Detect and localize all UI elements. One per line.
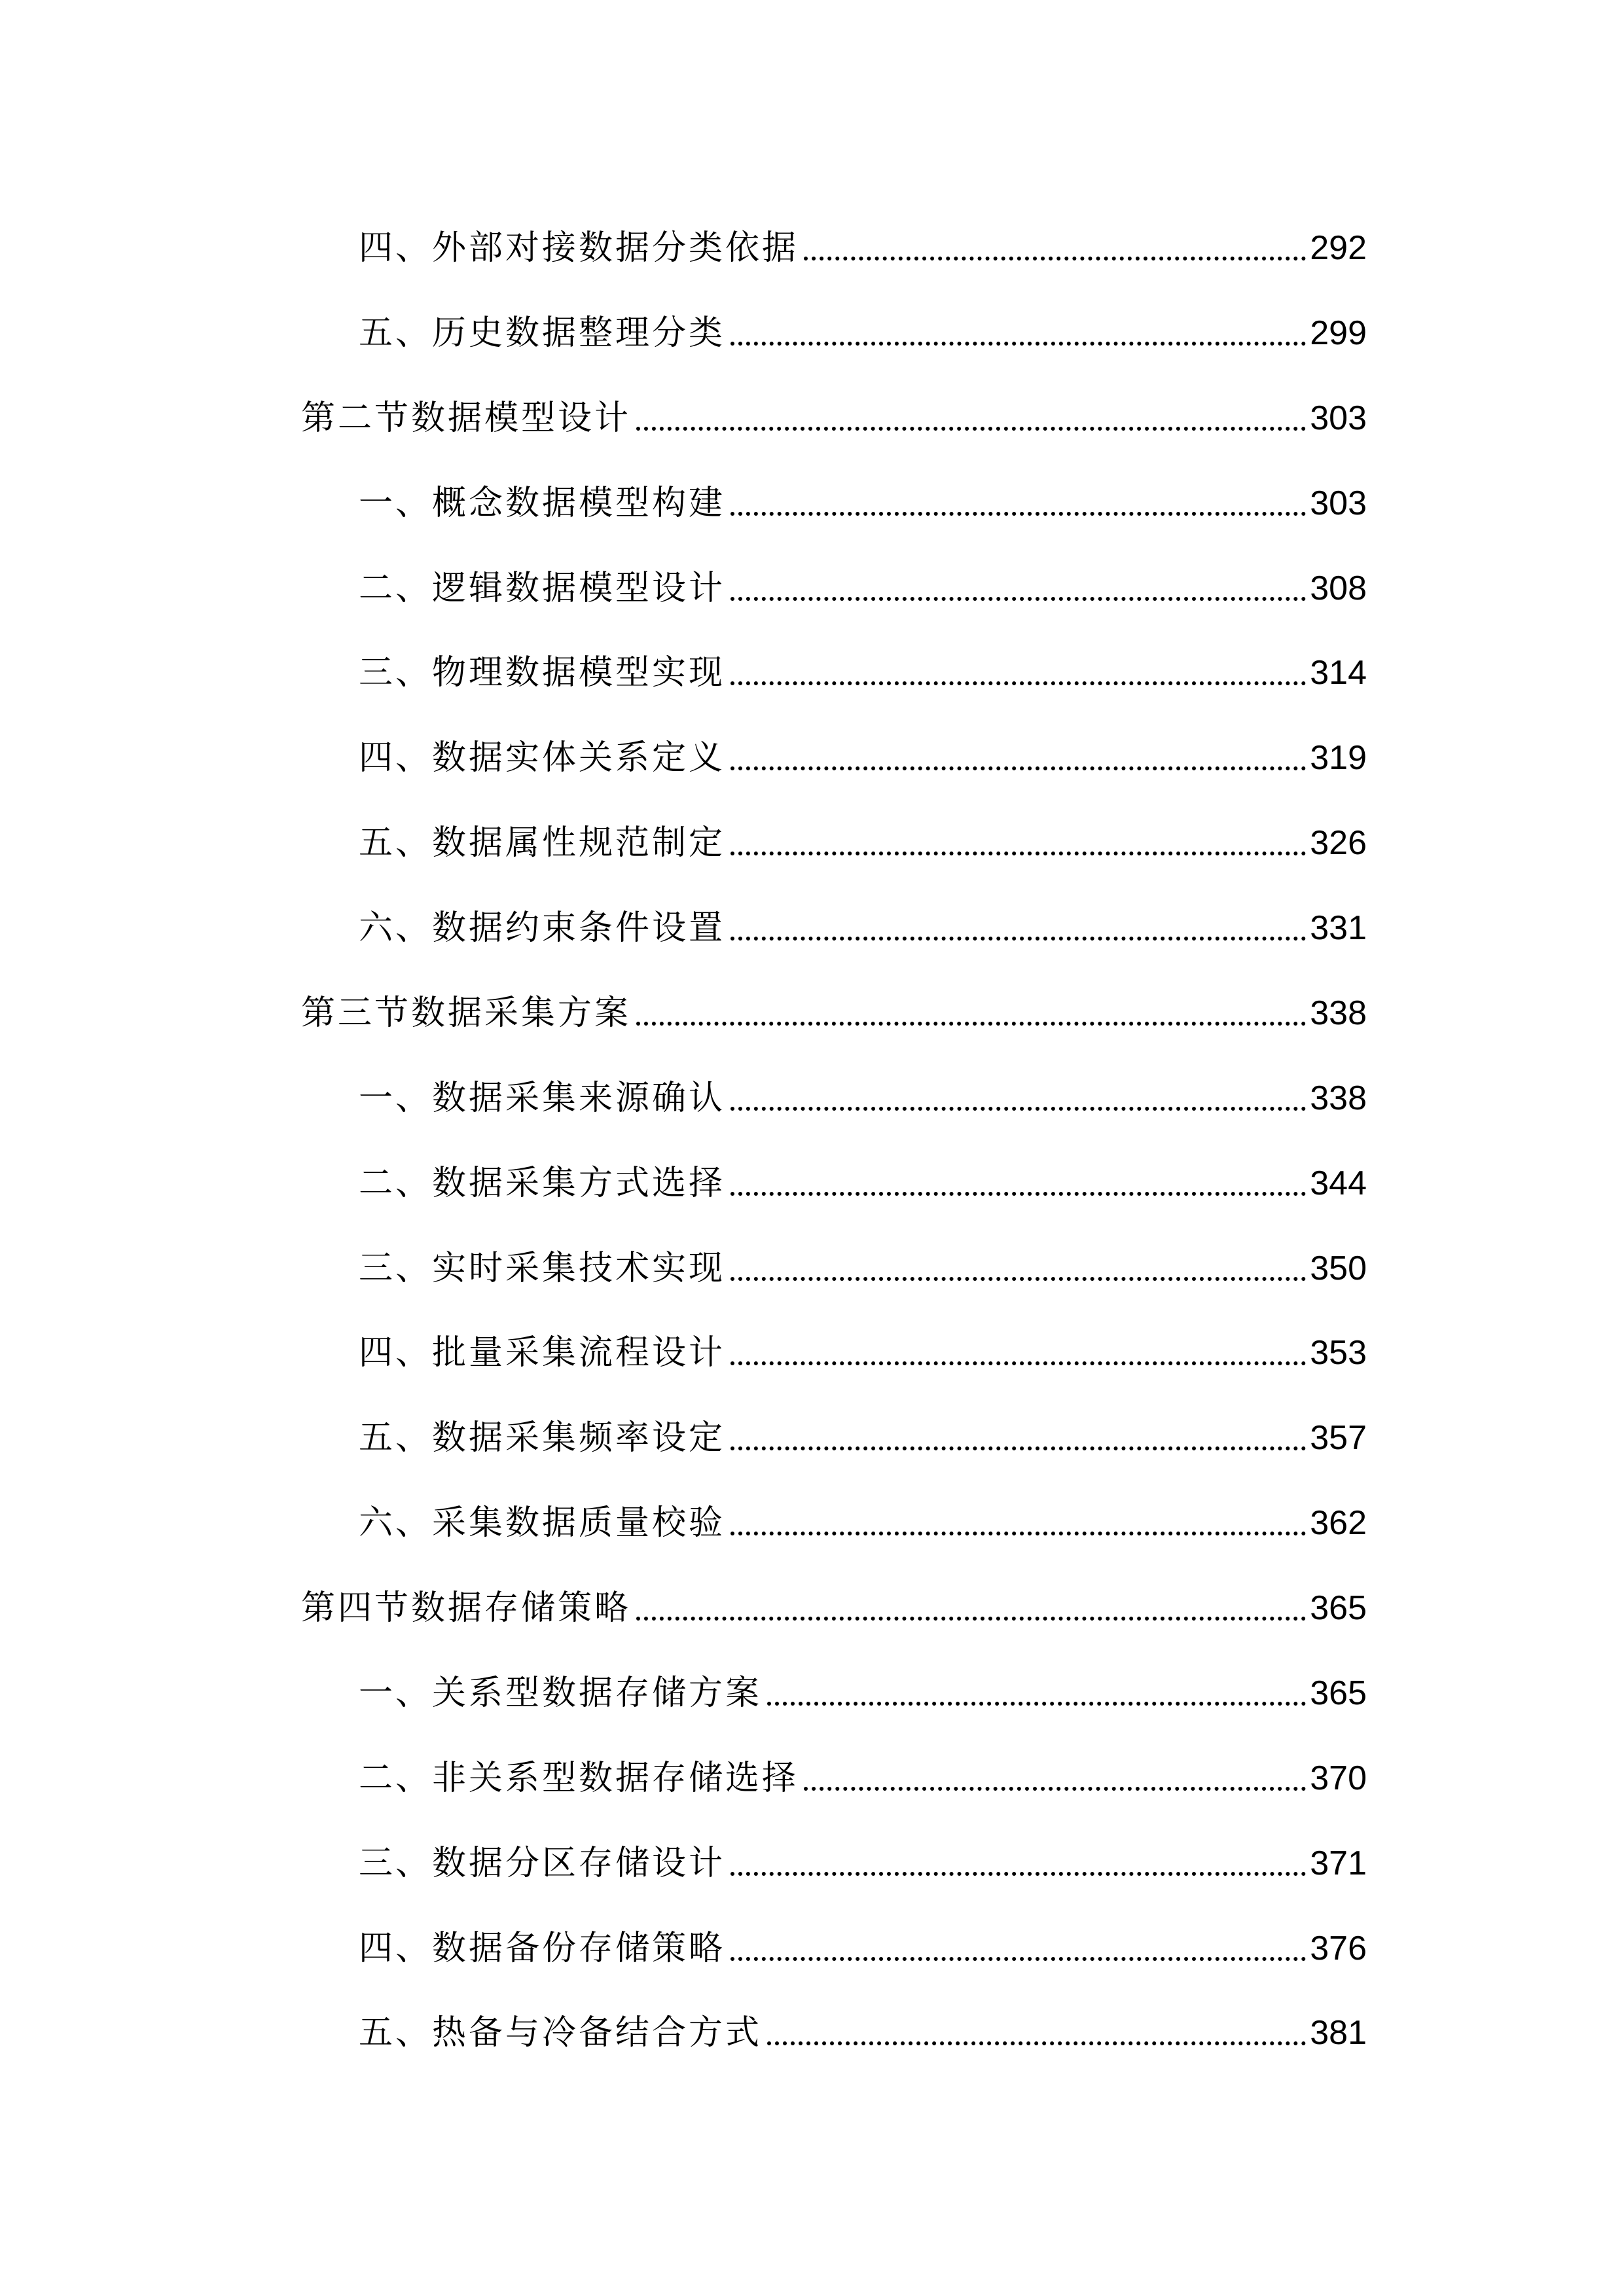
- toc-entry[interactable]: [359, 804, 1367, 865]
- toc-entry-title: 二、数据采集方式选择: [359, 1164, 726, 1203]
- dot-leader: [731, 1957, 1306, 1961]
- toc-entry-title: 五、数据采集频率设定: [359, 1418, 726, 1458]
- dot-leader: [731, 1192, 1306, 1196]
- toc-entry-page: 365: [1310, 1589, 1367, 1627]
- toc-entry[interactable]: [359, 1484, 1367, 1545]
- dot-leader: [731, 512, 1306, 516]
- dot-leader: [636, 427, 1306, 431]
- toc-entry-page: 362: [1310, 1504, 1367, 1542]
- dot-leader: [731, 1277, 1306, 1281]
- toc-entry-page: 370: [1310, 1759, 1367, 1797]
- toc-section-heading[interactable]: [301, 1570, 1367, 1630]
- dot-leader: [767, 2041, 1306, 2045]
- dot-leader: [767, 1702, 1306, 1706]
- toc-entry-page: 299: [1310, 314, 1367, 352]
- dot-leader: [731, 1446, 1306, 1450]
- dot-leader: [731, 1872, 1306, 1876]
- toc-entry-title: 五、历史数据整理分类: [359, 314, 726, 353]
- toc-entry-title: 一、概念数据模型构建: [359, 484, 726, 523]
- toc-entry[interactable]: [359, 1145, 1367, 1205]
- toc-entry-page: 353: [1310, 1334, 1367, 1372]
- toc-entry-page: 292: [1310, 229, 1367, 267]
- toc-entry[interactable]: [359, 1994, 1367, 2054]
- toc-entry[interactable]: [359, 634, 1367, 694]
- toc-entry-title: 四、外部对接数据分类依据: [359, 228, 799, 268]
- toc-entry-title: 二、逻辑数据模型设计: [359, 569, 726, 608]
- dot-leader: [731, 1361, 1306, 1365]
- toc-entry-title: 第四节数据存储策略: [301, 1588, 632, 1628]
- toc-entry-page: 357: [1310, 1419, 1367, 1457]
- toc-entry-title: 六、采集数据质量校验: [359, 1503, 726, 1543]
- dot-leader: [731, 852, 1306, 855]
- toc-entry-title: 一、数据采集来源确认: [359, 1079, 726, 1118]
- dot-leader: [731, 1532, 1306, 1535]
- toc-entry-page: 365: [1310, 1674, 1367, 1712]
- dot-leader: [731, 681, 1306, 685]
- toc-entry-page: 319: [1310, 739, 1367, 777]
- toc-entry-title: 六、数据约束条件设置: [359, 908, 726, 948]
- toc-entry-page: 331: [1310, 909, 1367, 947]
- toc-entry-page: 371: [1310, 1844, 1367, 1882]
- toc-entry-page: 338: [1310, 1079, 1367, 1117]
- toc-entry[interactable]: [359, 1399, 1367, 1460]
- toc-entry-page: 344: [1310, 1164, 1367, 1202]
- toc-entry-page: 326: [1310, 824, 1367, 862]
- toc-entry-page: 376: [1310, 1929, 1367, 1967]
- toc-entry-title: 二、非关系型数据存储选择: [359, 1759, 799, 1798]
- toc-entry[interactable]: [359, 1655, 1367, 1715]
- dot-leader: [804, 257, 1306, 260]
- dot-leader: [731, 1107, 1306, 1111]
- dot-leader: [731, 342, 1306, 346]
- toc-entry[interactable]: [359, 889, 1367, 950]
- dot-leader: [636, 1617, 1306, 1621]
- dot-leader: [731, 937, 1306, 941]
- toc-entry-page: 314: [1310, 654, 1367, 692]
- toc-entry-page: 338: [1310, 994, 1367, 1032]
- toc-entry[interactable]: [359, 295, 1367, 355]
- toc-entry[interactable]: [359, 1314, 1367, 1374]
- toc-entry[interactable]: [359, 465, 1367, 525]
- toc-entry[interactable]: [359, 1825, 1367, 1885]
- toc-section-heading[interactable]: [301, 380, 1367, 440]
- dot-leader: [804, 1787, 1306, 1791]
- toc-entry[interactable]: [359, 1910, 1367, 1970]
- toc-entry-title: 四、批量采集流程设计: [359, 1333, 726, 1372]
- toc-entry-page: 381: [1310, 2014, 1367, 2052]
- toc-entry-title: 五、热备与冷备结合方式: [359, 2013, 763, 2053]
- toc-entry-title: 四、数据实体关系定义: [359, 738, 726, 778]
- dot-leader: [731, 597, 1306, 601]
- toc-entry[interactable]: [359, 1230, 1367, 1290]
- dot-leader: [636, 1022, 1306, 1026]
- toc-entry-page: 350: [1310, 1249, 1367, 1287]
- toc-entry[interactable]: [359, 1060, 1367, 1120]
- toc-entry-title: 五、数据属性规范制定: [359, 823, 726, 863]
- toc-entry-title: 三、实时采集技术实现: [359, 1249, 726, 1288]
- toc-entry-page: 303: [1310, 399, 1367, 437]
- toc-entry-page: 308: [1310, 569, 1367, 607]
- toc-section-heading[interactable]: [301, 975, 1367, 1035]
- toc-entry[interactable]: [359, 1740, 1367, 1800]
- toc-entry[interactable]: [359, 550, 1367, 610]
- toc-entry[interactable]: [359, 719, 1367, 780]
- toc-entry-page: 303: [1310, 484, 1367, 522]
- toc-entry-title: 第三节数据采集方案: [301, 994, 632, 1033]
- toc-entry[interactable]: [359, 209, 1367, 270]
- dot-leader: [731, 766, 1306, 770]
- toc-entry-title: 四、数据备份存储策略: [359, 1929, 726, 1968]
- toc-entry-title: 三、数据分区存储设计: [359, 1844, 726, 1883]
- toc-entry-title: 一、关系型数据存储方案: [359, 1674, 763, 1713]
- toc-entry-title: 三、物理数据模型实现: [359, 653, 726, 692]
- toc-entry-title: 第二节数据模型设计: [301, 399, 632, 438]
